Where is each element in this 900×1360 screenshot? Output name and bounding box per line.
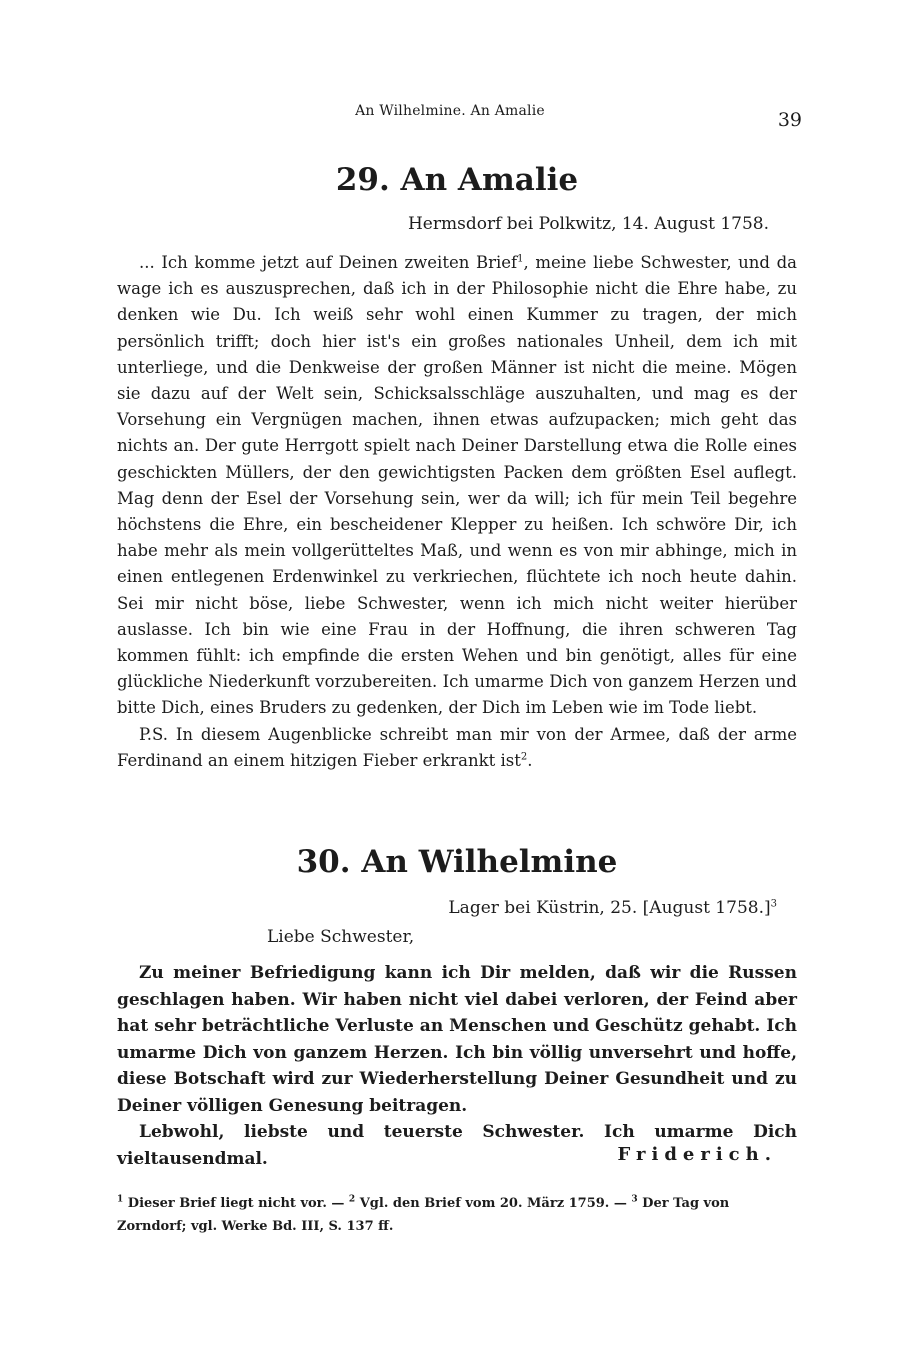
letter-30-closing: Lebwohl, liebste und teuerste Schwester. Ich umarme Dich vieltausendmal. — [117, 1122, 797, 1169]
footnote-number-3: 3 — [631, 1194, 638, 1205]
letter-30-paragraph: Zu meiner Befriedigung kann ich Dir melden, daß wir die Russen geschlagen haben. Wir haben nicht viel dabei verloren, der Feind aber hat sehr beträchtliche Verluste an Menschen und Geschütz gehabt. Ich umarme Dich von ganzem Herzen. Ich bin völlig unversehrt und hoffe, diese Botschaft wird zur Wiederherstellung Deiner Gesundheit und zu Deiner völligen Genesung beitragen. — [117, 963, 797, 1116]
footnote-number-2: 2 — [348, 1194, 356, 1205]
footnote-text-1: Dieser Brief liegt nicht vor. — — [123, 1196, 349, 1211]
letter-29-body — [117, 250, 797, 774]
footnote-number-1: 1 — [117, 1194, 124, 1205]
letter-30-dateline-text: Lager bei Küstrin, 25. [August 1758.] — [448, 898, 771, 918]
letter-30-signature-block — [117, 1144, 797, 1165]
letter-30-dateline-block — [117, 896, 797, 920]
letter-30-body — [117, 924, 797, 1172]
page-number: 39 — [777, 109, 802, 131]
running-head: An Wilhelmine. An Amalie — [355, 103, 545, 119]
footnote-ref-1[interactable]: 1 — [517, 253, 524, 265]
letter-30-dateline — [117, 896, 797, 920]
letter-29-dateline: Hermsdorf bei Polkwitz, 14. August 1758. — [407, 214, 769, 234]
letter-30 — [117, 842, 797, 882]
postscript-label: P.S. — [139, 724, 168, 744]
letter-29-paragraph — [117, 250, 797, 722]
letter-29-text-part1: ... Ich komme jetzt auf Deinen zweiten Brief — [139, 253, 518, 272]
letter-29-text-part2: , meine liebe Schwester, und da wage ich es auszusprechen, daß ich in der Philosophie nicht die Ehre habe, zu denken wie Du. Ich weiß sehr wohl einen Kummer zu tragen, der mich persönlich trifft; doch hier ist's ein großes nationales Unheil, dem ich mit unterliege, und die Denkweise der großen Männer ist nicht die meine. Mögen sie dazu auf der Welt sein, Schicksalsschläge auszuhalten, und mag es der Vorsehung ein Vergnügen machen, ihnen etwas aufzupacken; mich geht das nichts an. Der gute Herrgott spielt nach Deiner Darstellung etwa die Rolle eines geschickten Müllers, der den gewichtigsten Packen dem größten Esel auflegt. Mag denn der Esel der Vorsehung sein, wer da will; ich für mein Teil begehre höchstens die Ehre, ein bescheidener Klepper zu heißen. Ich schwöre Dir, ich habe mehr als mein vollgerütteltes Maß, und wenn es von mir abhinge, mich in einen entlegenen Erdenwinkel zu verkriechen, flüchtete ich noch heute dahin. Sei mir nicht böse, liebe Schwester, wenn ich mich nicht weiter hierüber auslasse. Ich bin wie eine Frau in der Hoffnung, die ihren schweren Tag kommen fühlt: ich empfinde die ersten Wehen und bin genötigt, alles für eine glückliche Niederkunft vorzubereiten. Ich umarme Dich von ganzem Herzen und bitte Dich, eines Bruders zu gedenken, der Dich im Leben wie im Tode liebt. — [117, 253, 798, 718]
postscript-end: . — [527, 750, 533, 770]
postscript-text: In diesem Augenblicke schreibt man mir von der Armee, daß der arme Ferdinand an einem hitzigen Fieber erkrankt ist — [117, 724, 797, 770]
letter-29 — [117, 160, 797, 200]
letter-30-salutation: Liebe Schwester, — [267, 927, 415, 947]
letter-30-heading: 30. An Wilhelmine — [296, 844, 618, 880]
letter-29-heading: 29. An Amalie — [335, 162, 579, 198]
letter-30-signature: Friderich. — [617, 1144, 777, 1165]
footnote-ref-3[interactable]: 3 — [770, 898, 777, 910]
letter-29-postscript — [117, 722, 797, 774]
footnote-text-2: Vgl. den Brief vom 20. März 1759. — — [355, 1196, 632, 1211]
footnote-text-3: Der Tag von Zorndorf; vgl. Werke Bd. III, S. 137 ff. — [117, 1196, 730, 1234]
footnotes — [117, 1192, 797, 1238]
footnote-ref-2[interactable]: 2 — [520, 751, 528, 763]
letter-29-dateline-block — [117, 212, 797, 236]
